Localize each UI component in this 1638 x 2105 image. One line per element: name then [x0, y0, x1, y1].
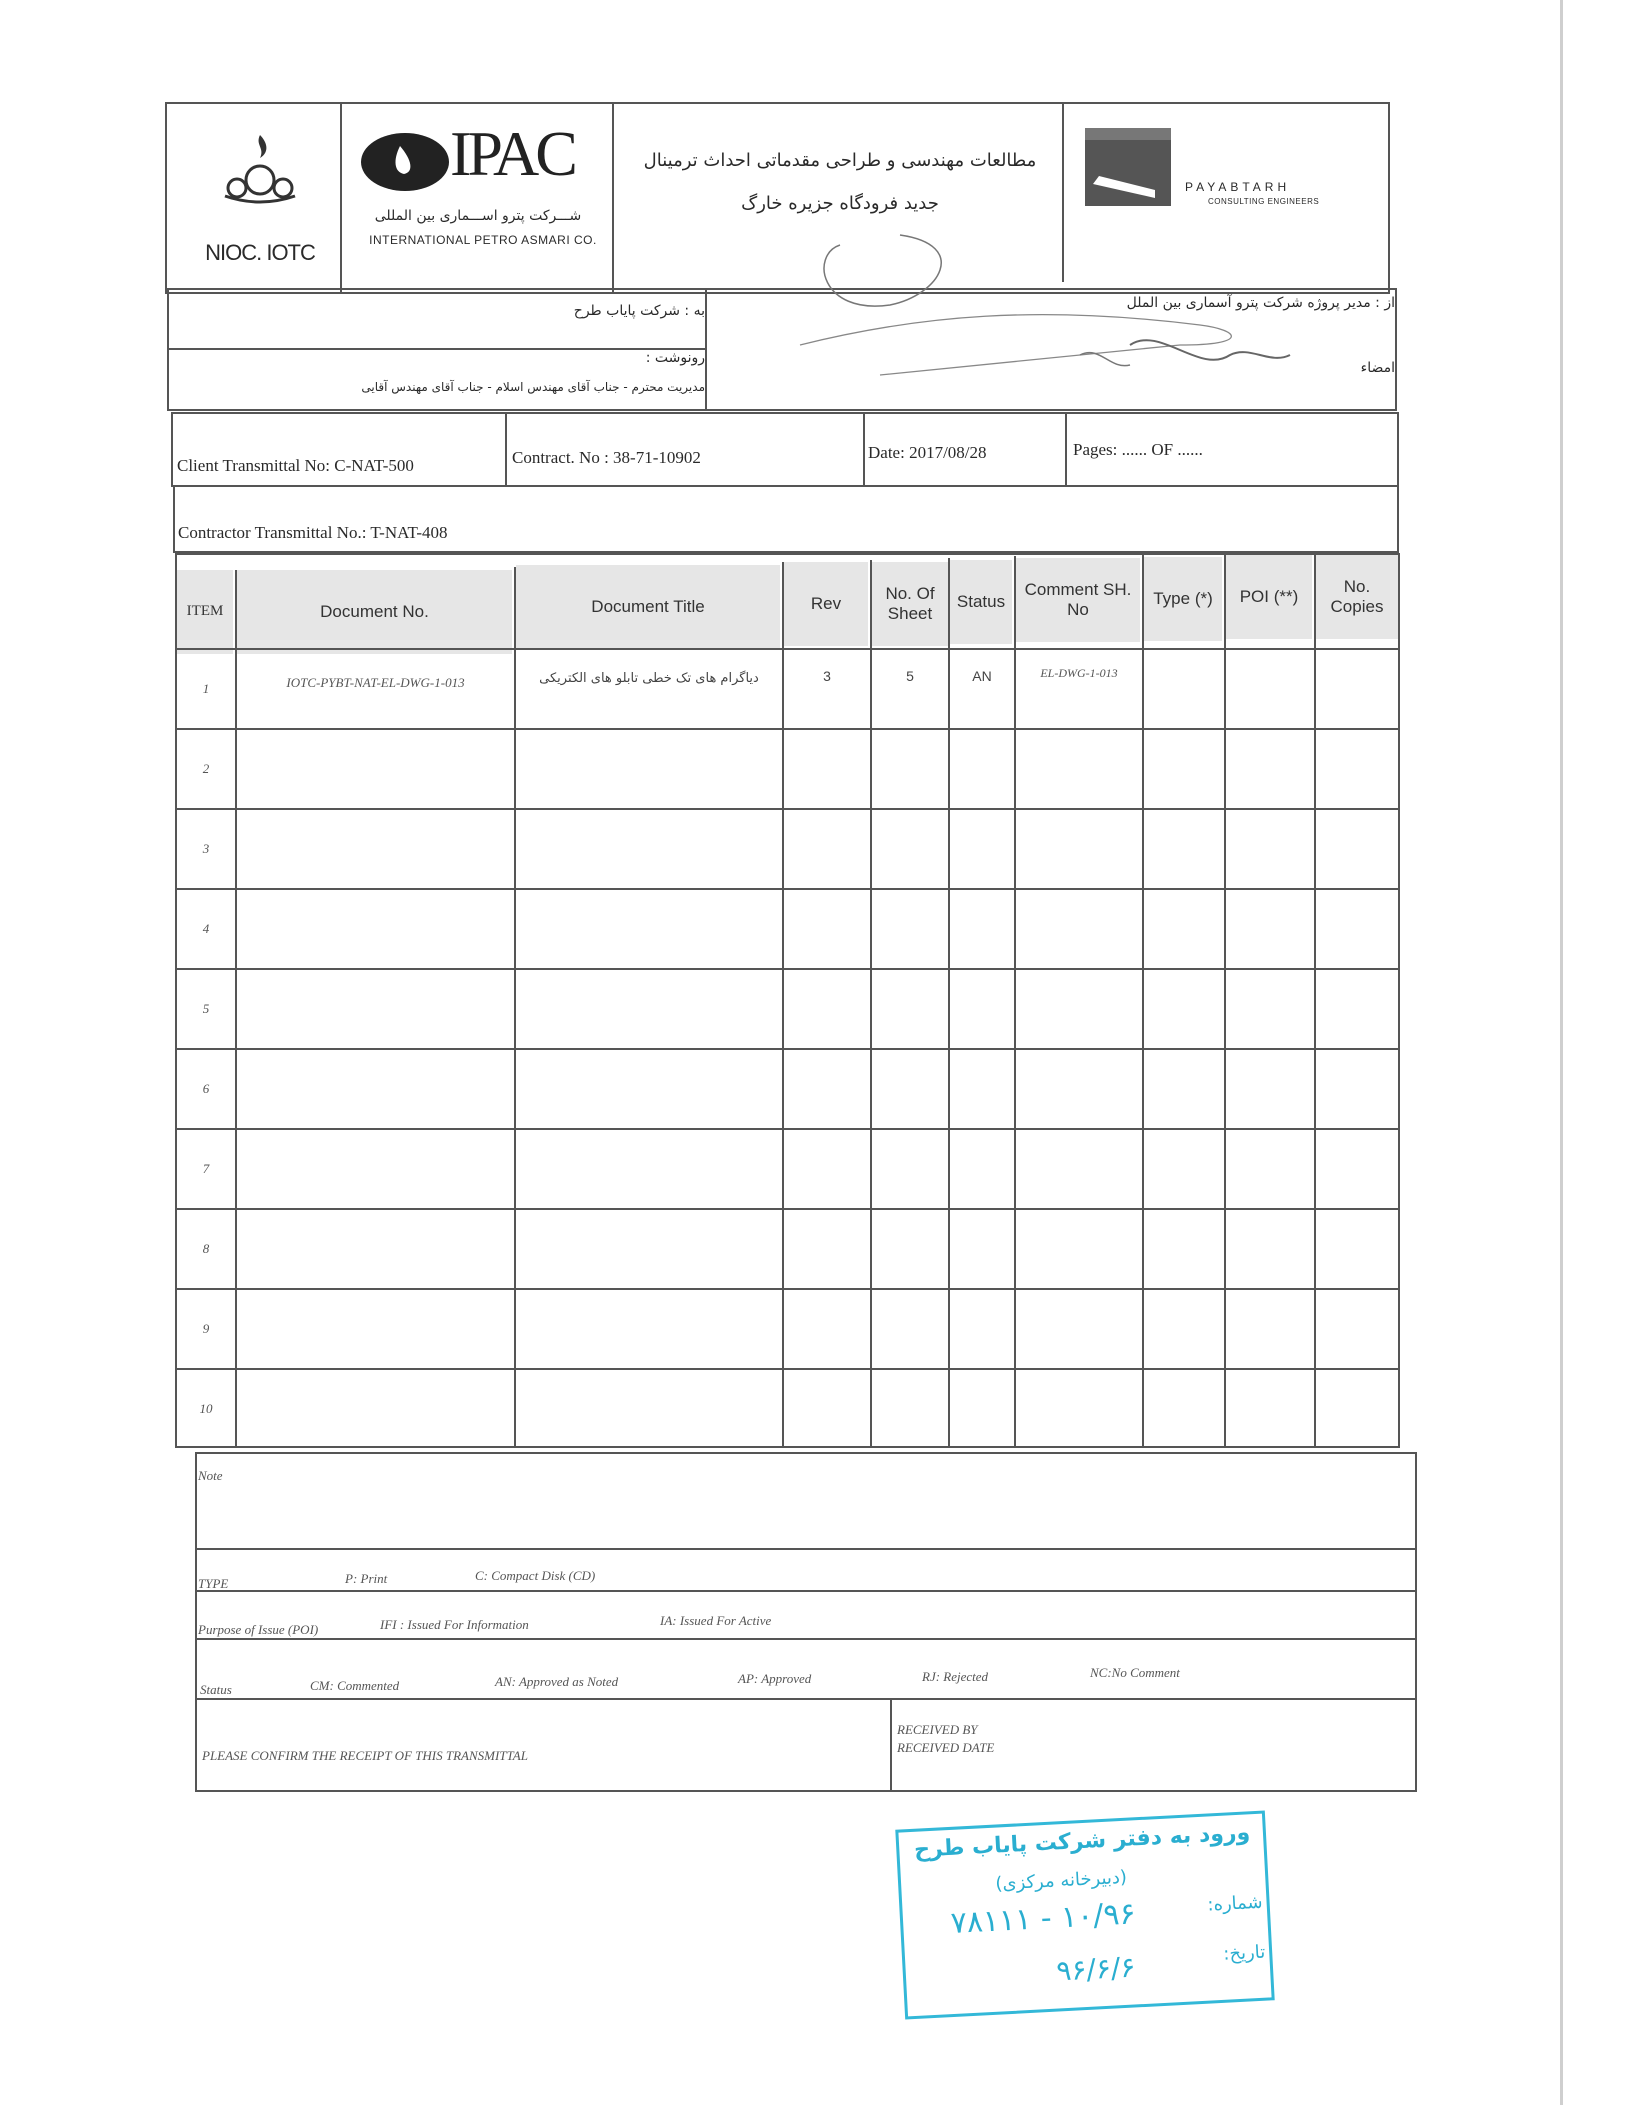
from-field: از : مدیر پروژه شرکت پترو آسماری بین الملل — [1126, 295, 1395, 311]
status-cm: CM: Commented — [310, 1678, 400, 1693]
contract-no: Contract. No : 38-71-10902 — [512, 448, 701, 467]
table-row-1-item: 1 — [202, 681, 210, 696]
table-row-3-item: 3 — [202, 841, 210, 856]
payabtarh-name: PAYABTARH — [1185, 180, 1291, 194]
project-title-line2: جدید فرودگاه جزیره خارگ — [741, 193, 939, 214]
poi-label: Purpose of Issue (POI) — [198, 1622, 319, 1637]
stamp-number-value: ۱۰/۹۶ - ۷۸۱۱۱ — [949, 1896, 1137, 1942]
col-header-comment: Comment SH. No — [1016, 558, 1140, 642]
signature-scribble — [780, 205, 1310, 415]
status-label: Status — [200, 1682, 232, 1697]
col-header-item: ITEM — [177, 570, 233, 654]
received-by-label: RECEIVED BY — [897, 1722, 978, 1737]
ipac-logo-text: IPAC — [450, 118, 574, 189]
payabtarh-emblem-icon — [1085, 128, 1171, 206]
nioc-logo-text: NIOC. IOTC — [205, 240, 315, 265]
table-row-2-item: 2 — [202, 761, 210, 776]
cc-label: رونوشت : — [645, 350, 705, 366]
table-row-1-doc-no: IOTC-PYBT-NAT-EL-DWG-1-013 — [286, 675, 465, 690]
col-header-sheets: No. Of Sheet — [872, 562, 948, 646]
status-ap: AP: Approved — [738, 1671, 812, 1686]
col-header-status: Status — [950, 560, 1012, 644]
status-rj: RJ: Rejected — [922, 1669, 989, 1684]
table-row-6-item: 6 — [202, 1081, 210, 1096]
project-title-line1: مطالعات مهندسی و طراحی مقدماتی احداث ترمینال — [643, 150, 1037, 171]
type-print: P: Print — [345, 1571, 388, 1586]
status-nc: NC:No Comment — [1090, 1665, 1180, 1680]
note-label: Note — [198, 1468, 223, 1483]
type-label: TYPE — [198, 1576, 229, 1591]
table-row-8-item: 8 — [202, 1241, 210, 1256]
signature-label: امضاء — [1360, 360, 1395, 376]
type-cd: C: Compact Disk (CD) — [475, 1568, 596, 1583]
col-header-poi: POI (**) — [1226, 555, 1312, 639]
page-edge — [1560, 0, 1563, 2105]
col-header-copies: No. Copies — [1316, 555, 1398, 639]
col-header-type: Type (*) — [1144, 557, 1222, 641]
nioc-emblem-icon — [215, 130, 305, 210]
legend-block — [195, 1452, 1417, 1792]
payabtarh-logo — [1085, 128, 1171, 206]
transmittal-date: Date: 2017/08/28 — [868, 443, 987, 462]
col-header-rev: Rev — [784, 562, 868, 646]
col-header-doc-no: Document No. — [237, 570, 512, 654]
receipt-stamp — [895, 1810, 1274, 2019]
table-row-5-item: 5 — [202, 1001, 210, 1016]
table-row-1-sheets: 5 — [906, 668, 914, 684]
payabtarh-subtitle: CONSULTING ENGINEERS — [1208, 197, 1320, 206]
poi-ia: IA: Issued For Active — [660, 1613, 772, 1628]
table-row-1-status: AN — [972, 668, 992, 684]
client-transmittal-no: Client Transmittal No: C-NAT-500 — [177, 456, 414, 475]
table-row-1-doc-title: دیاگرام های تک خطی تابلو های الکتریکی — [539, 670, 759, 686]
status-an: AN: Approved as Noted — [495, 1674, 619, 1689]
table-row-7-item: 7 — [202, 1161, 210, 1176]
ipac-persian-name: شـــرکت پترو اســـماری بین المللی — [374, 208, 582, 224]
confirm-receipt-text: PLEASE CONFIRM THE RECEIPT OF THIS TRANSMITTAL — [202, 1748, 528, 1763]
contractor-transmittal-no: Contractor Transmittal No.: T-NAT-408 — [178, 523, 448, 542]
to-field: به : شرکت پایاب طرح — [573, 303, 705, 319]
ipac-english-name: INTERNATIONAL PETRO ASMARI CO. — [369, 233, 597, 247]
poi-ifi: IFI : Issued For Information — [380, 1617, 529, 1632]
stamp-date-label: تاریخ: — [1222, 1941, 1266, 1965]
table-row-1-comment: EL-DWG-1-013 — [1040, 665, 1118, 680]
col-header-doc-title: Document Title — [516, 565, 780, 649]
pages-count: Pages: ...... OF ...... — [1073, 440, 1203, 459]
stamp-title: ورود به دفتر شرکت پایاب طرح — [913, 1820, 1251, 1863]
table-row-1-rev: 3 — [823, 668, 831, 684]
nioc-logo — [215, 130, 305, 210]
stamp-date-value: ۹۶/۶/۶ — [1055, 1950, 1137, 1988]
table-row-10-item: 10 — [199, 1401, 213, 1416]
stamp-number-label: شماره: — [1206, 1891, 1264, 1916]
received-date-label: RECEIVED DATE — [897, 1740, 995, 1755]
table-row-9-item: 9 — [202, 1321, 210, 1336]
table-row-4-item: 4 — [202, 921, 210, 936]
cc-recipients: مدیریت محترم - جناب آقای مهندس اسلام - جناب آقای مهندس آقایی — [361, 380, 705, 394]
stamp-subtitle: (دبیرخانه مرکزی) — [994, 1866, 1128, 1895]
